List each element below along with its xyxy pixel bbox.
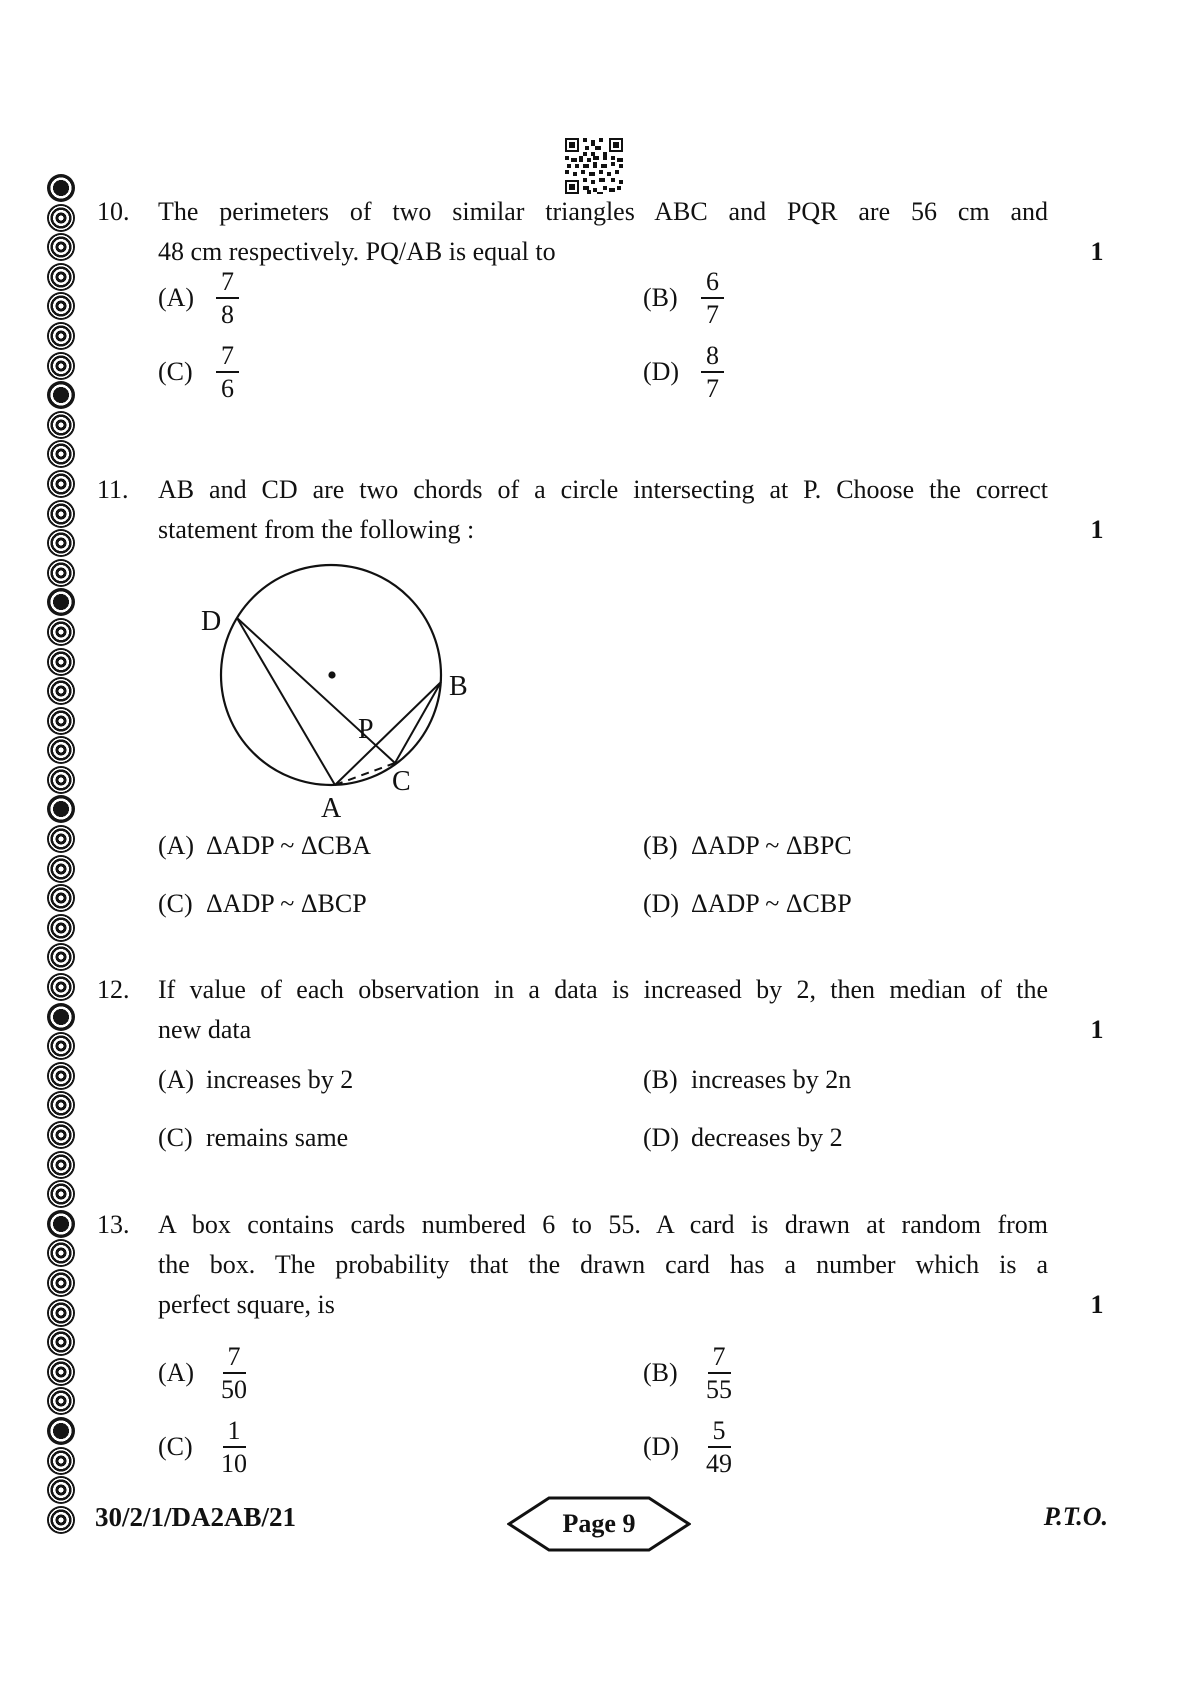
option-text: decreases by 2 — [691, 1123, 843, 1152]
fraction-denominator: 7 — [706, 374, 719, 403]
fraction-numerator: 6 — [701, 267, 724, 299]
option-label: (B) — [643, 1358, 678, 1387]
binding-circle — [47, 1476, 75, 1504]
option-a — [158, 267, 643, 329]
question-13-options — [158, 1342, 1058, 1478]
option-label: (A) — [158, 831, 195, 860]
fraction-numerator: 7 — [708, 1342, 731, 1374]
question-10-marks: 1 — [1090, 237, 1104, 266]
option-d — [643, 1118, 1058, 1158]
option-label: (D) — [643, 1123, 680, 1152]
binding-circle — [47, 943, 75, 971]
option-b — [643, 267, 1058, 329]
binding-circle — [47, 1210, 75, 1238]
option-text: ΔADP ~ ΔBCP — [206, 889, 367, 918]
fraction-denominator: 6 — [221, 374, 234, 403]
option-text: increases by 2n — [691, 1065, 852, 1094]
binding-circle — [47, 1269, 75, 1297]
option-label: (B) — [643, 831, 678, 860]
fraction — [216, 1342, 252, 1404]
option-label: (A) — [158, 283, 195, 312]
binding-circle — [47, 1091, 75, 1119]
fraction — [216, 1416, 252, 1478]
option-b — [643, 1342, 1058, 1404]
binding-circle — [47, 529, 75, 557]
stem-line: perfect square, is — [158, 1290, 335, 1319]
option-label: (D) — [643, 357, 680, 386]
binding-circle — [47, 204, 75, 232]
option-b — [643, 826, 1058, 866]
page-number-badge — [507, 1494, 691, 1554]
circle-diagram — [185, 538, 485, 823]
diagram-center-dot — [328, 671, 335, 678]
binding-circle — [47, 1239, 75, 1267]
binding-circle — [47, 1151, 75, 1179]
binding-circle — [47, 618, 75, 646]
option-a — [158, 1342, 643, 1404]
binding-circle — [47, 559, 75, 587]
option-text: increases by 2 — [206, 1065, 354, 1094]
binding-circle — [47, 263, 75, 291]
fraction-numerator: 7 — [216, 341, 239, 373]
fraction-denominator: 50 — [221, 1375, 247, 1404]
binding-circle — [47, 1328, 75, 1356]
binding-circle — [47, 855, 75, 883]
option-d — [643, 341, 1058, 403]
option-d — [643, 884, 1058, 924]
binding-circle — [47, 1121, 75, 1149]
binding-circle — [47, 1358, 75, 1386]
binding-circle — [47, 707, 75, 735]
fraction — [701, 267, 724, 329]
binding-circle — [47, 1032, 75, 1060]
option-label: (C) — [158, 357, 193, 386]
binding-circle — [47, 322, 75, 350]
option-b — [643, 1060, 1058, 1100]
fraction-denominator: 10 — [221, 1449, 247, 1478]
stem-line: AB and CD are two chords of a circle intersecting at P. Choose the correct — [158, 475, 1048, 504]
question-13-marks: 1 — [1090, 1290, 1104, 1319]
binding-circle — [47, 470, 75, 498]
binding-circle — [47, 884, 75, 912]
option-c — [158, 1416, 643, 1478]
binding-circle — [47, 648, 75, 676]
binding-circle — [47, 736, 75, 764]
binding-circle — [47, 1417, 75, 1445]
binding-circle — [47, 1299, 75, 1327]
binding-circle — [47, 588, 75, 616]
stem-line: new data — [158, 1015, 252, 1044]
fraction-numerator: 7 — [223, 1342, 246, 1374]
point-label-p: P — [358, 714, 374, 745]
fraction-numerator: 1 — [223, 1416, 246, 1448]
qr-code — [565, 138, 623, 194]
point-label-c: C — [392, 766, 411, 797]
option-text: ΔADP ~ ΔCBA — [206, 831, 372, 860]
option-label: (C) — [158, 1432, 193, 1461]
page-number-label: Page 9 — [562, 1509, 636, 1538]
question-10-number: 10. — [97, 197, 130, 226]
stem-line: the box. The probability that the drawn card has a number which is a — [158, 1250, 1048, 1279]
pto-label: P.T.O. — [1043, 1502, 1108, 1531]
fraction — [216, 267, 239, 329]
option-label: (A) — [158, 1065, 195, 1094]
binding-circle — [47, 795, 75, 823]
fraction-denominator: 7 — [706, 300, 719, 329]
binding-circle — [47, 174, 75, 202]
option-c — [158, 1118, 643, 1158]
binding-circle — [47, 1003, 75, 1031]
binding-circle — [47, 440, 75, 468]
binding-circle — [47, 825, 75, 853]
fraction — [701, 341, 724, 403]
binding-circle — [47, 1062, 75, 1090]
fraction-denominator: 55 — [706, 1375, 732, 1404]
binding-circle — [47, 411, 75, 439]
option-label: (D) — [643, 1432, 680, 1461]
question-10-options — [158, 267, 1058, 403]
option-label: (D) — [643, 889, 680, 918]
binding-circle — [47, 500, 75, 528]
fraction-numerator: 5 — [708, 1416, 731, 1448]
fraction-numerator: 7 — [216, 267, 239, 299]
binding-circle — [47, 973, 75, 1001]
option-text: remains same — [206, 1123, 349, 1152]
binding-circle — [47, 1506, 75, 1534]
binding-circle — [47, 914, 75, 942]
option-d — [643, 1416, 1058, 1478]
question-12-stem — [158, 970, 1048, 1050]
stem-line: A box contains cards numbered 6 to 55. A card is drawn at random from — [158, 1210, 1048, 1239]
question-13-number: 13. — [97, 1210, 130, 1239]
binding-circle — [47, 233, 75, 261]
option-label: (B) — [643, 283, 678, 312]
binding-circle — [47, 1387, 75, 1415]
point-label-d: D — [201, 606, 222, 637]
fraction-denominator: 49 — [706, 1449, 732, 1478]
paper-code: 30/2/1/DA2AB/21 — [95, 1502, 297, 1532]
option-text: ΔADP ~ ΔBPC — [691, 831, 852, 860]
fraction — [216, 341, 239, 403]
fraction-numerator: 8 — [701, 341, 724, 373]
point-label-b: B — [449, 671, 468, 702]
fraction-denominator: 8 — [221, 300, 234, 329]
binding-circle — [47, 1180, 75, 1208]
binding-circle — [47, 292, 75, 320]
question-12-number: 12. — [97, 975, 130, 1004]
option-a — [158, 826, 643, 866]
question-13-stem — [158, 1205, 1048, 1325]
option-c — [158, 341, 643, 403]
option-c — [158, 884, 643, 924]
option-label: (B) — [643, 1065, 678, 1094]
stem-line: 48 cm respectively. PQ/AB is equal to — [158, 237, 556, 266]
question-11-options — [158, 826, 1058, 924]
binding-circle — [47, 352, 75, 380]
stem-line: If value of each observation in a data is increased by 2, then median of the — [158, 975, 1048, 1004]
question-11-marks: 1 — [1090, 515, 1104, 544]
binding-circle — [47, 677, 75, 705]
binding-circle — [47, 381, 75, 409]
question-11-number: 11. — [97, 475, 129, 504]
fraction — [701, 1342, 737, 1404]
binding-margin — [47, 174, 75, 1534]
binding-circle — [47, 766, 75, 794]
option-label: (A) — [158, 1358, 195, 1387]
point-label-a: A — [321, 793, 342, 823]
binding-circle — [47, 1447, 75, 1475]
option-a — [158, 1060, 643, 1100]
question-10-stem — [158, 192, 1048, 272]
option-label: (C) — [158, 889, 193, 918]
option-label: (C) — [158, 1123, 193, 1152]
stem-line: The perimeters of two similar triangles ABC and PQR are 56 cm and — [158, 197, 1048, 226]
stem-line: statement from the following : — [158, 515, 475, 544]
question-12-marks: 1 — [1090, 1015, 1104, 1044]
fraction — [701, 1416, 737, 1478]
question-12-options — [158, 1060, 1058, 1158]
option-text: ΔADP ~ ΔCBP — [691, 889, 852, 918]
